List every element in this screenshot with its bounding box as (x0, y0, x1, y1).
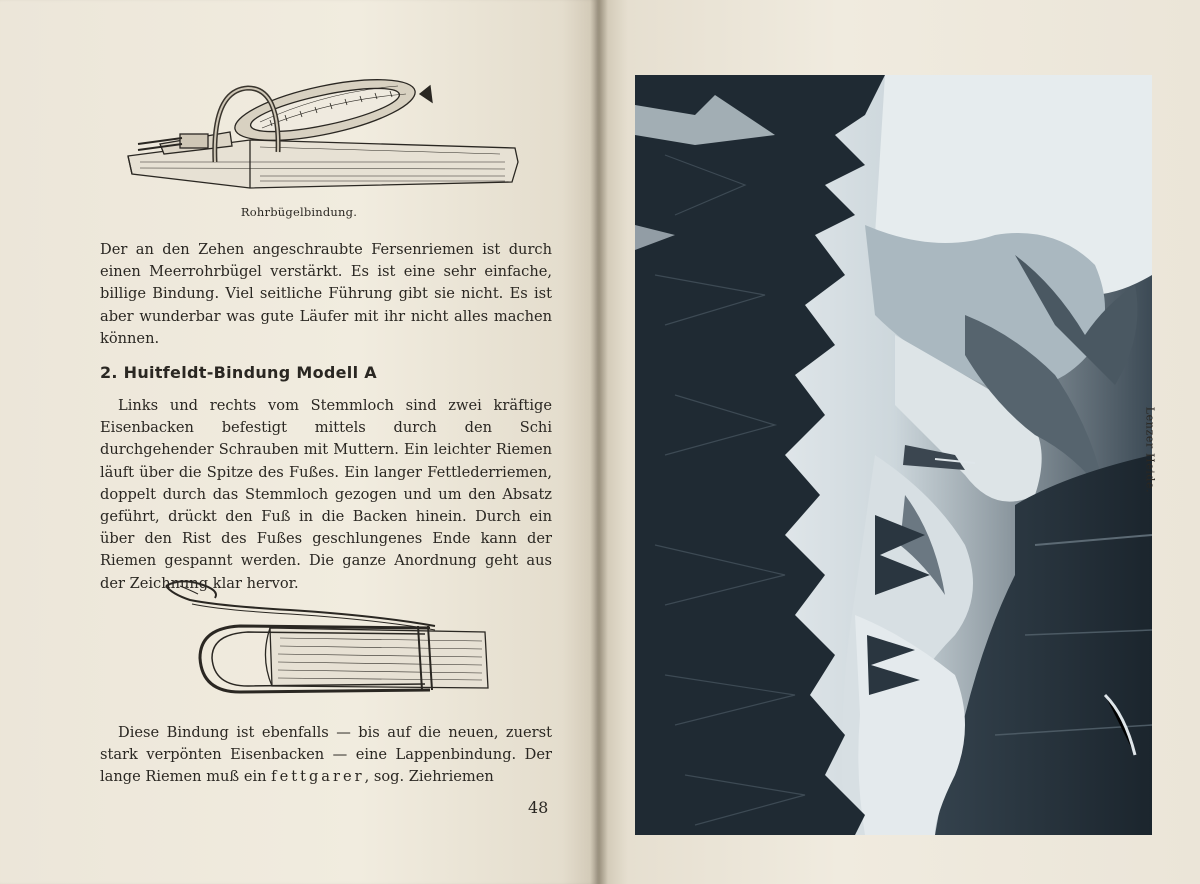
paragraph-2: Links und rechts vom Stemmloch sind zwei kräftige Eisenbacken befestigt mittels durch den Schi durchgehender Schrauben mit Muttern. Ein leichter Riemen läuft über die Spitze des Fußes. Ein langer Fettlederriemen, doppelt durch das Stemmloch gezogen und um den Absatz geführt, drückt den Fuß in die Backen hinein. Durch ein über den Rist des Fußes geschlungenes Ende kann der Riemen gespannt werden. Die ganze Anordnung geht aus der Zeichnung klar hervor. (100, 397, 552, 592)
left-page (0, 0, 598, 884)
photo-image (635, 75, 1152, 835)
paragraph-1: Der an den Zehen angeschraubte Fersenriemen ist durch einen Meerrohrbügel verstärkt. Es ist eine sehr einfache, billige Bindung. Viel seitliche Führung gibt sie nicht. Es ist aber wunderbar was gute Läufer mit ihr nicht alles machen können. (100, 241, 552, 347)
figure1-caption: Rohrbügelbindung. (240, 205, 358, 219)
book-gutter (590, 0, 608, 884)
huitfeldt-binding-illustration (160, 568, 495, 708)
paragraph-3 (100, 722, 552, 789)
winter-landscape-photo (635, 75, 1152, 835)
section-heading: 2. Huitfeldt-Bindung Modell A (100, 363, 377, 382)
rohrbuegel-binding-illustration (120, 62, 530, 202)
paragraph-3-text-b: , sog. Ziehriemen (364, 768, 494, 786)
photo-caption: Lenzer Heide. (1143, 406, 1157, 494)
paragraph-3-spaced-word: fettgarer (271, 768, 365, 786)
page-number: 48 (528, 798, 549, 817)
paragraph-3-text-a: Diese Bindung ist ebenfalls — bis auf die neuen, zuerst stark verpönten Eisenbacken — eine Lappenbindung. Der lange Riemen muß ein (100, 724, 552, 786)
